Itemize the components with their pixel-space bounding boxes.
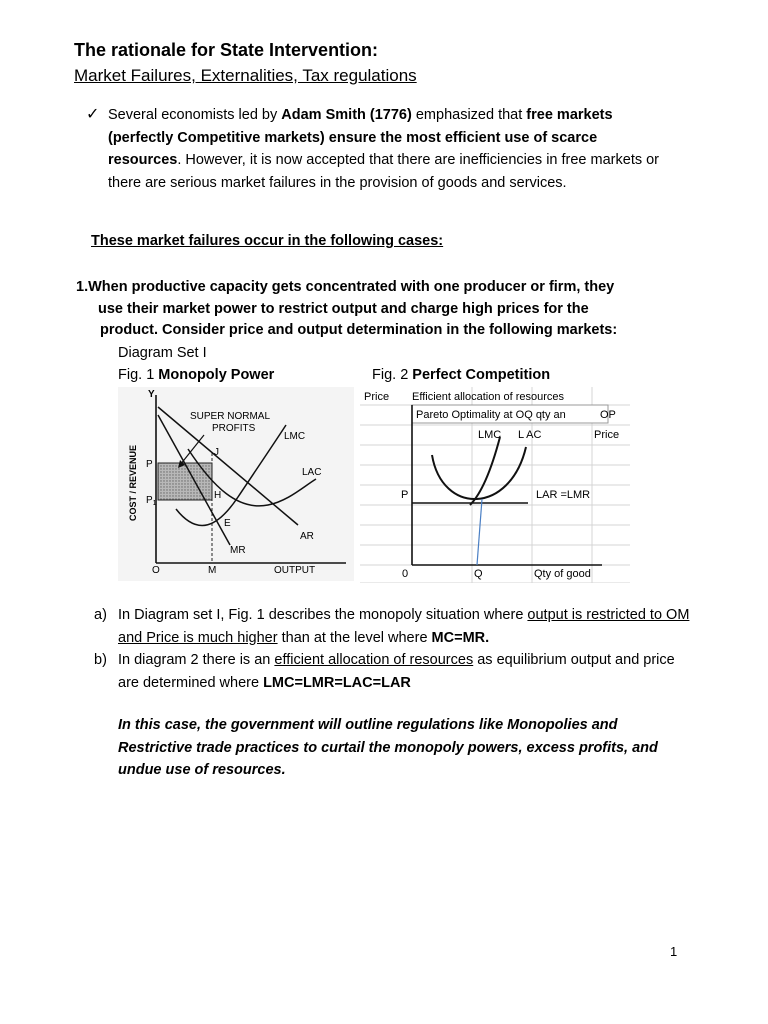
monopoly-diagram <box>118 387 354 581</box>
item-b-bold: LMC=LMR=LAC=LAR <box>263 674 411 691</box>
item-b-text-2: as equilibrium output and price are determined where <box>118 652 675 691</box>
fig2-label-lar-lmr: LAR =LMR <box>536 489 591 501</box>
fig1-caption-title: Monopoly Power <box>158 367 275 383</box>
fig1-label-o: O <box>152 565 160 576</box>
item-a-label: a) <box>94 607 107 623</box>
items-list <box>94 604 694 694</box>
item-a-bold: MC=MR. <box>431 629 490 646</box>
fig1-label-profits: PROFITS <box>212 423 256 434</box>
fig1-label-output: OUTPUT <box>274 565 316 576</box>
fig2-label-zero: 0 <box>402 568 409 580</box>
fig1-label-lmc: LMC <box>284 431 306 442</box>
item-a <box>94 604 694 649</box>
intro-adam-smith: Adam Smith (1776) <box>281 107 412 123</box>
fig2-label-pareto: Pareto Optimality at OQ qty an <box>416 409 566 421</box>
fig2-label-price: Price <box>364 391 390 403</box>
fig1-label-j: J <box>214 447 219 458</box>
case-1-line-1: 1.When productive capacity gets concentrated with one producer or firm, they <box>76 279 615 295</box>
fig2-label-p: P <box>401 489 409 501</box>
checkmark-icon: ✓ <box>86 106 100 123</box>
intro-text-3: . However, it is now accepted that there are inefficiencies in free markets or there are serious market failures in the provision of goods and services. <box>108 152 660 191</box>
fig2-caption-prefix: Fig. 2 <box>372 367 413 383</box>
cases-heading: These market failures occur in the following cases: <box>91 233 444 249</box>
item-a-text-2: than at the level where <box>277 629 432 646</box>
item-b-text-1: In diagram 2 there is an <box>118 652 275 668</box>
fig1-label-y: Y <box>148 389 155 400</box>
page-subtitle: Market Failures, Externalities, Tax regulations <box>74 66 417 85</box>
fig2-caption-title: Perfect Competition <box>412 367 551 383</box>
conclusion-text: In this case, the government will outline regulations like Monopolies and Restrictive trade practices to curtail the monopoly powers, excess profits, and undue use of resources. <box>118 717 658 778</box>
page-number: 1 <box>670 944 678 959</box>
fig2-label-lac: L AC <box>518 429 542 441</box>
item-a-text-1: In Diagram set I, Fig. 1 describes the monopoly situation where <box>118 607 528 623</box>
fig2-label-lmc: LMC <box>478 429 502 441</box>
fig2-q-line <box>477 499 482 565</box>
item-b-label: b) <box>94 652 107 668</box>
fig1-label-lac: LAC <box>302 467 322 478</box>
item-b-underline: efficient allocation of resources <box>274 652 474 668</box>
case-1-line-2: use their market power to restrict output and charge high prices for the <box>98 300 589 317</box>
fig1-label-m: M <box>208 565 217 576</box>
intro-text-2: emphasized that <box>411 107 527 123</box>
fig2-label-q: Q <box>474 568 483 580</box>
fig1-label-super-normal: SUPER NORMAL <box>190 411 271 422</box>
fig1-label-p: P <box>146 459 153 470</box>
diagram-set-label: Diagram Set I <box>118 345 207 361</box>
fig2-lmc-curve <box>470 437 500 505</box>
item-b <box>94 649 694 694</box>
fig1-label-e: E <box>224 518 231 529</box>
fig1-label-ar: AR <box>300 531 314 542</box>
page-title: The rationale for State Intervention: <box>74 40 379 60</box>
case-1 <box>76 277 676 342</box>
fig1-label-p1: $P_1$ <box>146 495 157 507</box>
fig1-label-mr: MR <box>230 545 246 556</box>
fig2-label-qty: Qty of good <box>534 568 591 580</box>
fig2-label-efficient: Efficient allocation of resources <box>412 391 565 403</box>
fig2-label-op: OP <box>600 409 616 421</box>
fig1-caption <box>118 367 274 383</box>
intro-free-markets: free markets (perfectly Competitive markets) ensure the most efficient use of scarce resources <box>108 107 613 168</box>
perfect-competition-diagram <box>360 387 630 583</box>
fig1-caption-prefix: Fig. 1 <box>118 367 159 383</box>
fig2-caption <box>372 367 550 383</box>
case-1-line-3: product. Consider price and output determination in the following markets: <box>100 322 618 338</box>
item-a-underline: output is restricted to OM and Price is much higher <box>118 607 690 646</box>
intro-text-1: Several economists led by <box>108 107 282 123</box>
intro-paragraph <box>108 104 668 194</box>
fig1-label-cost-revenue: COST / REVENUE <box>128 444 138 521</box>
super-normal-profit-area <box>158 463 212 500</box>
fig1-label-h: H <box>214 490 222 501</box>
fig2-label-price2: Price <box>594 429 620 441</box>
